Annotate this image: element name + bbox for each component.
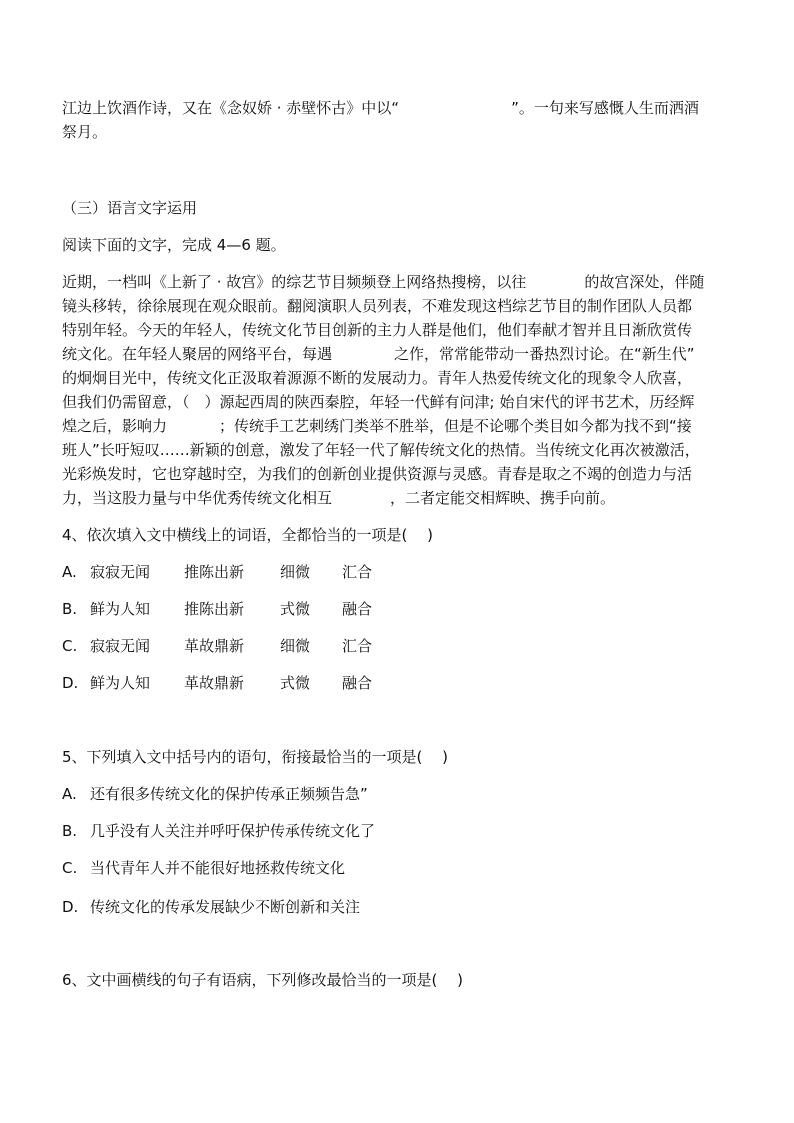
question-6-stem: 6、文中画横线的句子有语病，下列修改最恰当的一项是( ) <box>62 971 464 989</box>
option-word: 汇合 <box>342 563 373 581</box>
option-label: C. <box>62 859 78 877</box>
option-text: 几乎没有人关注并呼吁保护传承传统文化了 <box>90 822 376 840</box>
option-word: 式微 <box>280 600 311 618</box>
option-word: 革故鼎新 <box>184 674 245 692</box>
option-word: 推陈出新 <box>184 600 245 618</box>
option-word: 式微 <box>280 674 311 692</box>
passage-text: 煌之后，影响力 <box>62 417 168 435</box>
q5-option-d[interactable] <box>62 897 360 917</box>
option-label: A. <box>62 785 77 803</box>
q5-option-b[interactable] <box>62 821 375 841</box>
option-word: 鲜为人知 <box>90 674 151 692</box>
q4-option-d[interactable] <box>62 673 372 693</box>
option-word: 细微 <box>280 637 311 655</box>
passage-text: 的故宫深处，伴随 <box>584 273 705 291</box>
intro-line-2: 祭月。 <box>62 123 108 141</box>
passage-line <box>62 416 692 436</box>
q5-option-c[interactable] <box>62 858 345 878</box>
passage-text: ；传统手工艺刺绣门类举不胜举，但是不论哪个类目如今都为找不到“接 <box>219 417 692 435</box>
option-word: 细微 <box>280 563 311 581</box>
passage-text: ，二者定能交相辉映、携手向前。 <box>390 489 616 507</box>
passage-line: 班人”长吁短叹……新颖的创意，激发了年轻一代了解传统文化的热情。当传统文化再次被激活， <box>62 441 700 459</box>
option-word: 融合 <box>342 674 373 692</box>
passage-line: 镜头移转，徐徐展现在观众眼前。翻阅演职人员列表，不难发现这档综艺节目的制作团队人员都 <box>62 297 693 315</box>
intro-line-1 <box>62 98 699 118</box>
option-word: 汇合 <box>342 637 373 655</box>
option-word: 推陈出新 <box>184 563 245 581</box>
option-word: 寂寂无闻 <box>90 563 151 581</box>
passage-text: 之作，常常能带动一番热烈讨论。在“新生代” <box>394 345 695 363</box>
question-4-stem: 4、依次填入文中横线上的词语，全都恰当的一项是( ) <box>62 526 434 544</box>
option-label: B. <box>62 822 78 840</box>
option-text: 还有很多传统文化的保护传承正频频告急” <box>90 785 368 803</box>
option-label: D. <box>62 674 79 692</box>
option-label: A. <box>62 563 77 581</box>
passage-line: 的炯炯目光中，传统文化正汲取着源源不断的发展动力。青年人热爱传统文化的现象令人欣喜， <box>62 369 693 387</box>
option-text: 传统文化的传承发展缺少不断创新和关注 <box>90 898 361 916</box>
q4-option-b[interactable] <box>62 599 372 619</box>
option-label: C. <box>62 637 78 655</box>
q5-option-a[interactable] <box>62 784 368 804</box>
passage-text: 统文化。在年轻人聚居的网络平台，每遇 <box>62 345 333 363</box>
passage-line: 光彩焕发时，它也穿越时空，为我们的创新创业提供资源与灵感。青春是取之不竭的创造力与活 <box>62 465 693 483</box>
option-word: 革故鼎新 <box>184 637 245 655</box>
passage-line <box>62 344 695 364</box>
q4-option-a[interactable] <box>62 562 372 582</box>
section-header: （三）语言文字运用 <box>62 199 198 217</box>
instruction: 阅读下面的文字，完成 4—6 题。 <box>62 236 286 254</box>
q4-option-c[interactable] <box>62 636 372 656</box>
option-word: 鲜为人知 <box>90 600 151 618</box>
passage-text: 力，当这股力量与中华优秀传统文化相互 <box>62 489 333 507</box>
option-label: B. <box>62 600 78 618</box>
question-5-stem: 5、下列填入文中括号内的语句，衔接最恰当的一项是( ) <box>62 748 449 766</box>
option-label: D. <box>62 898 79 916</box>
option-word: 寂寂无闻 <box>90 637 151 655</box>
passage-line <box>62 272 704 292</box>
passage-line: 特别年轻。今天的年轻人，传统文化节目创新的主力人群是他们，他们奉献才智并且日渐欣赏传 <box>62 321 693 339</box>
intro-text-a: 江边上饮酒作诗，又在《念奴娇 · 赤壁怀古》中以“ <box>62 99 400 117</box>
option-text: 当代青年人并不能很好地拯救传统文化 <box>90 859 346 877</box>
passage-text: 近期，一档叫《上新了 · 故宫》的综艺节目频频登上网络热搜榜，以往 <box>62 273 527 291</box>
intro-text-b: ”。一句来写感慨人生而洒酒 <box>511 99 699 117</box>
passage-line <box>62 488 615 508</box>
passage-line: 但我们仍需留意，（ ）源起西周的陕西秦腔，年轻一代鲜有问津; 始自宋代的评书艺术，历经辉 <box>62 393 695 411</box>
option-word: 融合 <box>342 600 373 618</box>
